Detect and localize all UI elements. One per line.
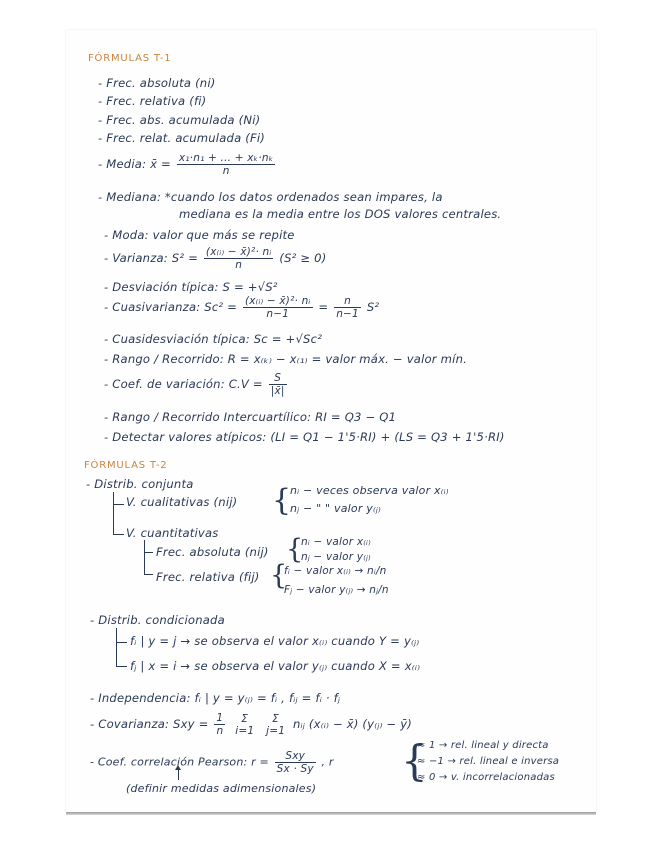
varianza-label: - Varianza: [104,251,168,265]
varianza-fraction [204,246,274,271]
coef-variacion-formula [104,372,289,397]
frec-absoluta-line: - Frec. absoluta (ni) [98,76,216,90]
section-title-t1: FÓRMULAS T-1 [88,53,172,64]
frec-relativa-conjunta: Frec. relativa (fij) [156,570,260,584]
varianza-note: (S² ≥ 0) [279,251,327,265]
covarianza-sum-j-index: j=1 [266,724,286,737]
media-lhs: x̄ = [150,157,171,171]
cualitativas-brace: { [272,483,292,518]
atipicos-line: - Detectar valores atípicos: (LI = Q1 − 1'5·RI) + (LS = Q3 + 1'5·RI) [104,430,505,444]
desviacion-line: - Desviación típica: S = +√S² [104,280,278,294]
cuasivarianza-formula [104,295,379,320]
coef-variacion-label: - Coef. de variación: C.V = [104,377,263,391]
section-title-t2: FÓRMULAS T-2 [84,460,168,471]
distrib-condicionada-line: - Distrib. condicionada [90,613,225,627]
arrow-up-icon [178,768,179,780]
cualitativas-label: V. cualitativas (nij) [126,495,238,509]
media-numerator: x₁·n₁ + ... + xₖ·nₖ [178,152,274,164]
tree-branch [116,642,127,667]
cuasivarianza-denominator-2: n−1 [336,308,359,320]
frec-relativa-fi: fᵢ − valor x₍ᵢ₎ → nᵢ/n [284,565,387,577]
cuasidesviacion-line: - Cuasidesviación típica: Sc = +√Sc² [104,332,323,346]
media-fraction [177,152,276,177]
distrib-conjunta-line: - Distrib. conjunta [86,477,194,491]
frec-absoluta-nj: nⱼ − valor y₍ⱼ₎ [301,551,371,563]
cuasivarianza-lhs: Sc² = [204,300,238,314]
covarianza-fraction [214,712,225,737]
varianza-formula [104,246,326,271]
frec-relativa-fj: Fⱼ − valor y₍ⱼ₎ → nⱼ/n [284,584,389,596]
frec-absoluta-brace: { [286,534,304,565]
cuasivarianza-equals: = [318,300,329,314]
mediana-line-2: mediana es la media entre los DOS valores centrales. [179,207,502,221]
pearson-brace: { [401,736,428,785]
pearson-fraction [275,750,316,775]
covarianza-sum-j [264,713,287,737]
pearson-label: - Coef. correlación Pearson: r = [90,755,269,769]
frec-absoluta-ni: nᵢ − valor x₍ᵢ₎ [301,536,371,548]
frec-relativa-brace: { [270,560,288,591]
pearson-numerator: Sxy [275,750,316,763]
intercuartilico-line: - Rango / Recorrido Intercuartílico: RI = Q3 − Q1 [104,410,397,424]
pearson-case-1: ≈ 1 → rel. lineal y directa [417,740,549,751]
pearson-case-3: ≈ 0 → v. incorrelacionadas [417,772,555,783]
tree-branch [116,628,127,643]
covarianza-numerator: 1 [216,712,224,724]
covarianza-denominator: n [216,725,224,737]
mediana-line-1: - Mediana: *cuando los datos ordenados sean impares, la [98,190,443,204]
frec-rel-acumulada-line: - Frec. relat. acumulada (Fi) [98,131,266,145]
independencia-line: - Independencia: fᵢ | y = y₍ⱼ₎ = fᵢ , fᵢⱼ = fᵢ · fⱼ [90,691,341,705]
cuantitativas-label: V. cuantitativas [126,526,219,540]
frec-relativa-line: - Frec. relativa (fi) [98,94,207,108]
adimensional-note: (definir medidas adimensionales) [126,782,317,795]
pearson-formula [90,750,334,775]
notebook-page [66,30,596,812]
cuasivarianza-numerator-2: n [334,295,361,308]
cualitativas-ni: nᵢ − veces observa valor x₍ᵢ₎ [290,484,449,497]
media-formula [98,152,277,177]
cuasivarianza-denominator-1: n−1 [266,308,290,320]
varianza-denominator: n [235,259,243,271]
condicionada-y: fⱼ | x = i → se observa el valor y₍ⱼ₎ cuando X = x₍ᵢ₎ [130,659,421,673]
frec-absoluta-conjunta: Frec. absoluta (nij) [156,545,269,559]
covarianza-sum-i-symbol: Σ [241,712,249,725]
covarianza-label: - Covarianza: Sxy = [90,717,209,731]
coef-variacion-numerator: S [269,372,287,385]
pearson-r: , r [321,755,334,769]
frec-abs-acumulada-line: - Frec. abs. acumulada (Ni) [98,113,261,127]
covarianza-sum-i [233,713,256,737]
cuasivarianza-fraction-1 [243,295,313,320]
pearson-denominator: Sx · Sy [276,763,314,775]
condicionada-x: fᵢ | y = j → se observa el valor x₍ᵢ₎ cuando Y = y₍ⱼ₎ [130,634,420,648]
cuasivarianza-numerator-1: (x₍ᵢ₎ − x̄)²· nᵢ [244,295,311,307]
cualitativas-nj: nⱼ − " " valor y₍ⱼ₎ [290,502,381,515]
cuasivarianza-label: - Cuasivarianza: [104,300,201,314]
covarianza-sum-i-index: i=1 [235,724,255,737]
rango-line: - Rango / Recorrido: R = x₍ₖ₎ − x₍₁₎ = valor máx. − valor mín. [104,352,468,366]
cuasivarianza-tail: S² [366,300,380,314]
varianza-numerator: (x₍ᵢ₎ − x̄)²· nᵢ [205,246,272,258]
media-denominator: n [222,165,230,177]
tree-branch [144,552,153,575]
coef-variacion-denominator: |x̄| [270,385,285,397]
covarianza-formula [90,712,412,737]
coef-variacion-fraction [269,372,287,397]
varianza-lhs: S² = [171,251,199,265]
media-label: - Media: [98,157,147,171]
pearson-case-2: ≈ −1 → rel. lineal e inversa [417,756,560,767]
covarianza-tail: nᵢⱼ (x₍ᵢ₎ − x̄) (y₍ⱼ₎ − ȳ) [292,717,412,731]
moda-line: - Moda: valor que más se repite [104,228,295,242]
cuasivarianza-fraction-2 [334,295,361,320]
covarianza-sum-j-symbol: Σ [272,712,280,725]
tree-branch [113,504,124,535]
